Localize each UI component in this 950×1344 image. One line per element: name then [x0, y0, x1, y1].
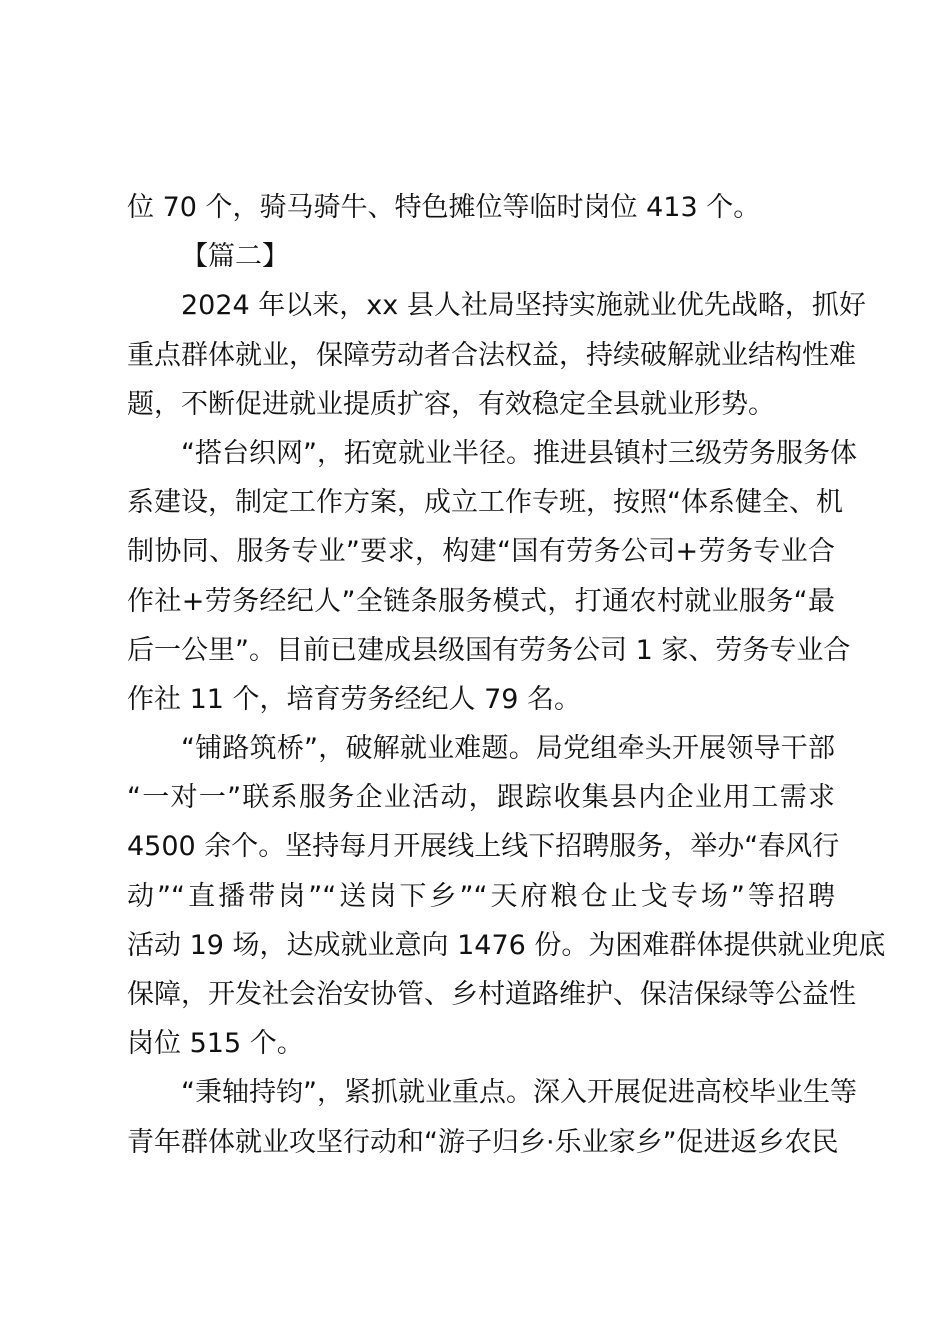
paragraph-1: [127, 281, 866, 429]
paragraph-line: 青年群体就业攻坚行动和“游子归乡·乐业家乡”促进返乡农民: [127, 1126, 839, 1158]
paragraph-line: “铺路筑桥”，破解就业难题。局党组牵头开展领导干部: [181, 733, 835, 765]
paragraph-line: 2024 年以来，xx 县人社局坚持实施就业优先战略，抓好: [181, 290, 866, 322]
paragraph-line: “秉轴持钧”，紧抓就业重点。深入开展促进高校毕业生等: [181, 1077, 857, 1109]
paragraph-line: 活动 19 场，达成就业意向 1476 份。为困难群体提供就业兜底: [127, 929, 886, 961]
paragraph-line: 题，不断促进就业提质扩容，有效稳定全县就业形势。: [127, 388, 775, 420]
paragraph-line: 系建设，制定工作方案，成立工作专班，按照“体系健全、机: [127, 487, 843, 519]
paragraph-line: “一对一”联系服务企业活动，跟踪收集县内企业用工需求: [127, 782, 835, 814]
paragraph-line: 4500 余个。坚持每月开展线上线下招聘服务，举办“春风行: [127, 831, 840, 863]
paragraph-line: 岗位 515 个。: [127, 1028, 304, 1060]
paragraph-line: 动”“直播带岗”“送岗下乡”“天府粮仓止戈专场”等招聘: [127, 880, 835, 912]
document-body: [127, 183, 886, 1167]
paragraph-line: “搭台织网”，拓宽就业半径。推进县镇村三级劳务服务体: [181, 437, 857, 469]
paragraph-line: 制协同、服务专业”要求，构建“国有劳务公司+劳务专业合: [127, 536, 835, 568]
paragraph-4: [127, 1068, 857, 1166]
paragraph-3: [127, 724, 886, 1068]
paragraph-line: 后一公里”。目前已建成县级国有劳务公司 1 家、劳务专业合: [127, 634, 851, 666]
paragraph-line: 保障，开发社会治安协管、乡村道路维护、保洁保绿等公益性: [127, 979, 856, 1010]
paragraph-2: [127, 429, 857, 724]
section-heading: 【篇二】: [181, 241, 289, 273]
continuation-line: 位 70 个，骑马骑牛、特色摊位等临时岗位 413 个。: [127, 192, 761, 223]
paragraph-line: 作社 11 个，培育劳务经纪人 79 名。: [127, 683, 582, 715]
paragraph-line: 作社+劳务经纪人”全链条服务模式，打通农村就业服务“最: [127, 585, 835, 617]
paragraph-line: 重点群体就业，保障劳动者合法权益，持续破解就业结构性难: [127, 339, 856, 371]
